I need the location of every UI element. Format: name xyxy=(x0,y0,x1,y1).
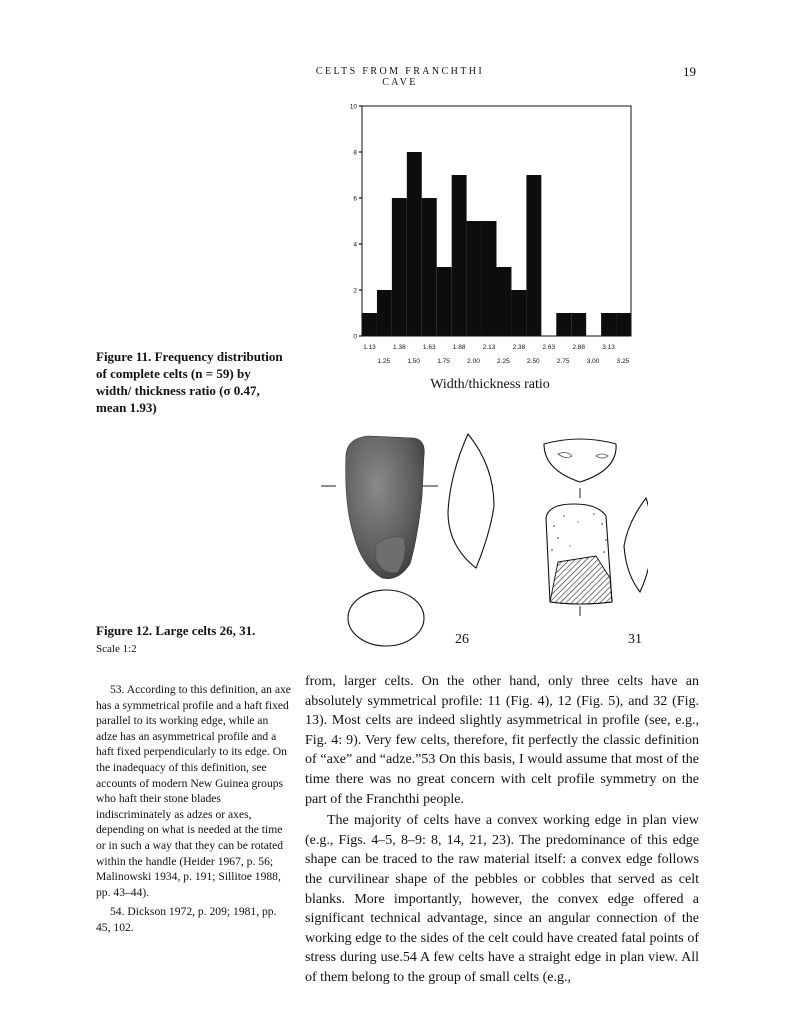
chart-y-tick-label: 4 xyxy=(353,241,357,249)
chart-bar-1.13 xyxy=(362,313,377,336)
chart-bar-1.75 xyxy=(437,267,452,336)
footnote-54: 54. Dickson 1972, p. 209; 1981, pp. 45, 102. xyxy=(96,905,277,934)
celt-31-stipple xyxy=(551,513,607,553)
chart-x-tick-label: 3.25 xyxy=(616,358,630,365)
chart-x-tick-label: 1.13 xyxy=(363,344,376,351)
body-text xyxy=(305,672,699,988)
celt-26-profile xyxy=(448,434,494,568)
chart-bar-2.75 xyxy=(556,313,571,336)
chart-x-tick-label: 2.00 xyxy=(467,358,480,365)
chart-x-tick-label: 1.25 xyxy=(377,358,391,365)
chart-x-tick-label: 2.38 xyxy=(512,344,526,351)
chart-bar-2.13 xyxy=(482,221,497,336)
chart-x-tick-label: 3.00 xyxy=(586,358,600,365)
footnotes xyxy=(96,682,292,940)
chart-x-tick-label: 2.75 xyxy=(556,358,570,365)
celt-31-hatched-edge xyxy=(550,556,612,604)
chart-y-tick-label: 10 xyxy=(349,103,357,111)
chart-bar-1.25 xyxy=(377,290,392,336)
chart-x-tick-label: 2.88 xyxy=(572,344,586,351)
figure-12-scale: Scale 1:2 xyxy=(96,643,137,655)
chart-bar-1.38 xyxy=(392,198,407,336)
figure-12-caption xyxy=(96,622,286,658)
celt-31-top-section xyxy=(544,439,616,482)
histogram-figure-11 xyxy=(340,96,640,376)
chart-bar-3.25 xyxy=(616,313,631,336)
chart-x-tick-label: 3.13 xyxy=(602,344,615,351)
chart-bar-1.63 xyxy=(422,198,437,336)
chart-bar-2.88 xyxy=(571,313,586,336)
chart-x-tick-label: 2.25 xyxy=(497,358,510,365)
figure-12-label-31: 31 xyxy=(628,632,642,647)
chart-x-tick-label: 1.75 xyxy=(437,358,450,365)
chart-x-tick-label: 1.38 xyxy=(393,344,406,351)
celt-31-profile xyxy=(624,498,648,592)
page-number: 19 xyxy=(683,64,696,79)
chart-bar-2.50 xyxy=(526,175,541,336)
chart-x-tick-label: 1.88 xyxy=(452,344,466,351)
chart-bar-3.13 xyxy=(601,313,616,336)
chart-y-tick-label: 0 xyxy=(353,333,357,341)
celt-26-section xyxy=(348,590,424,646)
chart-x-tick-label: 1.63 xyxy=(422,344,436,351)
chart-x-tick-label: 2.50 xyxy=(526,358,540,365)
body-paragraph-1: from, larger celts. On the other hand, only three celts have an absolutely symmetrical profile: 11 (Fig. 4), 12 (Fig. 5), and 32 (Fig. 13). Most celts are indeed slightly asymmetrical in profile (see, e.g., Fig. 4: 9). Very few celts, therefore, fit perfectly the classic definition of “axe” and “adze.”53 On this basis, I would assume that most of the time there was no great concern with celt profile symmetry on the part of the Franchthi people. xyxy=(305,674,699,807)
running-head: CELTS FROM FRANCHTHI CAVE xyxy=(315,66,485,88)
chart-x-tick-label: 1.50 xyxy=(407,358,421,365)
figure-12-label-26: 26 xyxy=(455,632,469,647)
figure-12-caption-text: Figure 12. Large celts 26, 31. xyxy=(96,623,256,638)
figure-12-celt-drawings xyxy=(318,426,648,651)
figure-11-caption-text: Figure 11. Frequency distribution of complete celts (n = 59) by width/ thickness ratio (σ 0.47, mean 1.93) xyxy=(96,349,283,415)
body-paragraph-2: The majority of celts have a convex working edge in plan view (e.g., Figs. 4–5, 8–9: 8, 14, 21, 23). The predominance of this edge shape can be traced to the raw material itself: a convex edge follows the curvilinear shape of the pebbles or cobbles that served as celt blanks. More importantly, however, the convex edge offered a significant technical advantage, since an angular connection of the working edge to the sides of the celt could have created fatal points of stress during use.54 A few celts have a straight edge in plan view. All of them belong to the group of small celts (e.g., xyxy=(305,813,699,985)
chart-y-tick-label: 6 xyxy=(353,195,357,203)
chart-bar-2.00 xyxy=(467,221,482,336)
figure-11-caption xyxy=(96,348,286,416)
chart-x-axis-label: Width/thickness ratio xyxy=(430,377,550,392)
chart-bars xyxy=(362,152,631,336)
chart-y-tick-label: 8 xyxy=(353,149,357,157)
celt-31-top-stipple xyxy=(558,452,608,458)
chart-bar-1.50 xyxy=(407,152,422,336)
chart-y-tick-label: 2 xyxy=(353,287,357,295)
chart-bar-2.25 xyxy=(497,267,512,336)
chart-bar-1.88 xyxy=(452,175,467,336)
footnote-53: 53. According to this definition, an axe has a symmetrical profile and a haft fixed parallel to its working edge, while an adze has an asymmetrical profile and a haft fixed perpendicularly to its edge. On the inadequacy of this definition, see accounts of modern New Guinea groups who haft their stone blades indiscriminately as adzes or axes, depending on what is needed at the time or in such a way that they can be rotated within the handle (Heider 1967, p. 56; Malinowski 1934, p. 191; Sillitoe 1988, pp. 43–44). xyxy=(96,683,291,899)
chart-x-tick-label: 2.63 xyxy=(542,344,556,351)
chart-x-tick-label: 2.13 xyxy=(482,344,496,351)
chart-bar-2.38 xyxy=(511,290,526,336)
